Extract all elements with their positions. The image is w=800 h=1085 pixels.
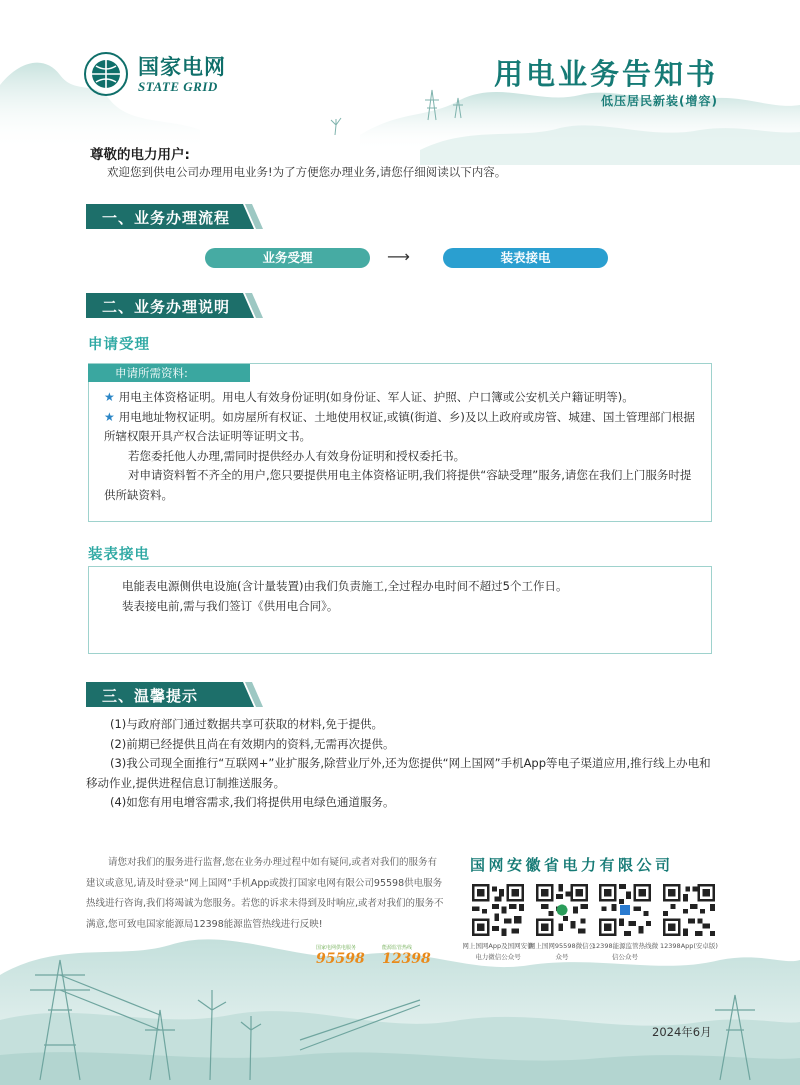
step-business-acceptance: 业务受理 bbox=[205, 248, 370, 268]
section3-heading-text: 三、温馨提示 bbox=[102, 687, 199, 705]
accept-paragraph-2: 对申请资料暂不齐全的用户,您只要提供用电主体资格证明,我们将提供“容缺受理”服务,请您在我们上门服务时提供所缺资料。 bbox=[104, 468, 692, 502]
qr-label-4: 12398App(安卓版) bbox=[660, 942, 718, 950]
logo-english: STATE GRID bbox=[138, 79, 218, 94]
tip-item-4: (4)如您有用电增容需求,我们将提供用电绿色通道服务。 bbox=[110, 795, 395, 809]
section2-heading-text: 二、业务办理说明 bbox=[102, 298, 231, 316]
qr-label-1: 网上国网App及国网安徽电力微信公众号 bbox=[462, 942, 534, 961]
qr-code-icon bbox=[472, 884, 524, 936]
intro-text: 欢迎您到供电公司办理用电业务!为了方便您办理业务,请您仔细阅读以下内容。 bbox=[107, 165, 507, 179]
material-item-1: ★ 用电主体资格证明。用电人有效身份证明(如身份证、军人证、护照、户口簿或公安机关户籍证明等)。 bbox=[104, 390, 634, 404]
install-subtitle: 装表接电 bbox=[88, 547, 150, 563]
hotline-12398-badge bbox=[382, 944, 431, 967]
star-icon: ★ bbox=[104, 409, 115, 424]
section2-heading bbox=[86, 293, 266, 318]
hotline1-number: 95598 bbox=[316, 951, 365, 967]
qr-label-2: 网上国网95598微信公众号 bbox=[528, 942, 596, 961]
accept-subtitle: 申请受理 bbox=[88, 337, 150, 353]
document-subtitle: 低压居民新装(增容) bbox=[601, 94, 718, 108]
required-materials-tab: 申请所需资料: bbox=[88, 364, 250, 382]
step-meter-installation: 装表接电 bbox=[443, 248, 608, 268]
flow-arrow-icon: ⟶ bbox=[387, 247, 410, 266]
salutation: 尊敬的电力用户: bbox=[90, 147, 190, 163]
company-name: 国网安徽省电力有限公司 bbox=[470, 856, 674, 874]
document-title: 用电业务告知书 bbox=[493, 57, 718, 91]
hotline2-caption: 能源监管热线 bbox=[382, 945, 413, 951]
qr-code-icon bbox=[599, 884, 651, 936]
hotline2-number: 12398 bbox=[382, 951, 431, 967]
hotline-95598-badge bbox=[316, 944, 365, 967]
tip-item-1: (1)与政府部门通过数据共享可获取的材料,免于提供。 bbox=[110, 717, 383, 731]
star-icon: ★ bbox=[104, 390, 115, 404]
tip-item-3: (3)我公司现全面推行“互联网+”业扩服务,除营业厅外,还为您提供“网上国网”手机App等电子渠道应用,推行线上办电和移动作业,提供进程信息订制推送服务。 bbox=[86, 756, 711, 790]
issue-date: 2024年6月 bbox=[652, 1025, 712, 1039]
tips-list bbox=[86, 715, 716, 813]
logo-chinese: 国家电网 bbox=[138, 55, 226, 79]
install-content bbox=[122, 577, 697, 616]
section3-heading bbox=[86, 682, 266, 707]
supervision-text: 请您对我们的服务进行监督,您在业务办理过程中如有疑问,或者对我们的服务有建议或意见,请及时登录“网上国网”手机App或拨打国家电网有限公司95598供电服务热线进行咨询,我们将竭诚为您服务。若您的诉求未得到及时响应,或者对我们的服务不满意,您可致电国家能源局12398能源监管热线进行反映! bbox=[86, 857, 444, 930]
material-item-2: ★ 用电地址物权证明。如房屋所有权证、土地使用权证,或镇(街道、乡)及以上政府或房管、城建、国土管理部门根据所辖权限开具产权合法证明等证明文书。 bbox=[104, 409, 695, 443]
accept-paragraph-1: 若您委托他人办理,需同时提供经办人有效身份证明和授权委托书。 bbox=[128, 448, 466, 463]
qr-code-icon bbox=[536, 884, 588, 936]
qr-code-icon bbox=[663, 884, 715, 936]
state-grid-logo-icon bbox=[84, 52, 128, 96]
tip-item-2: (2)前期已经提供且尚在有效期内的资料,无需再次提供。 bbox=[110, 736, 395, 751]
qr-label-3: 12398能源监管热线微信公众号 bbox=[591, 942, 659, 961]
section1-heading-text: 一、业务办理流程 bbox=[102, 209, 231, 227]
install-paragraph-1: 电能表电源侧供电设施(含计量装置)由我们负责施工,全过程办电时间不超过5个工作日。 bbox=[122, 579, 568, 593]
hotline1-caption: 国家电网供电服务 bbox=[316, 945, 357, 951]
install-paragraph-2: 装表接电前,需与我们签订《供用电合同》。 bbox=[122, 598, 339, 613]
accept-content bbox=[104, 388, 696, 505]
section1-heading bbox=[86, 204, 266, 229]
logo-text bbox=[138, 55, 226, 95]
